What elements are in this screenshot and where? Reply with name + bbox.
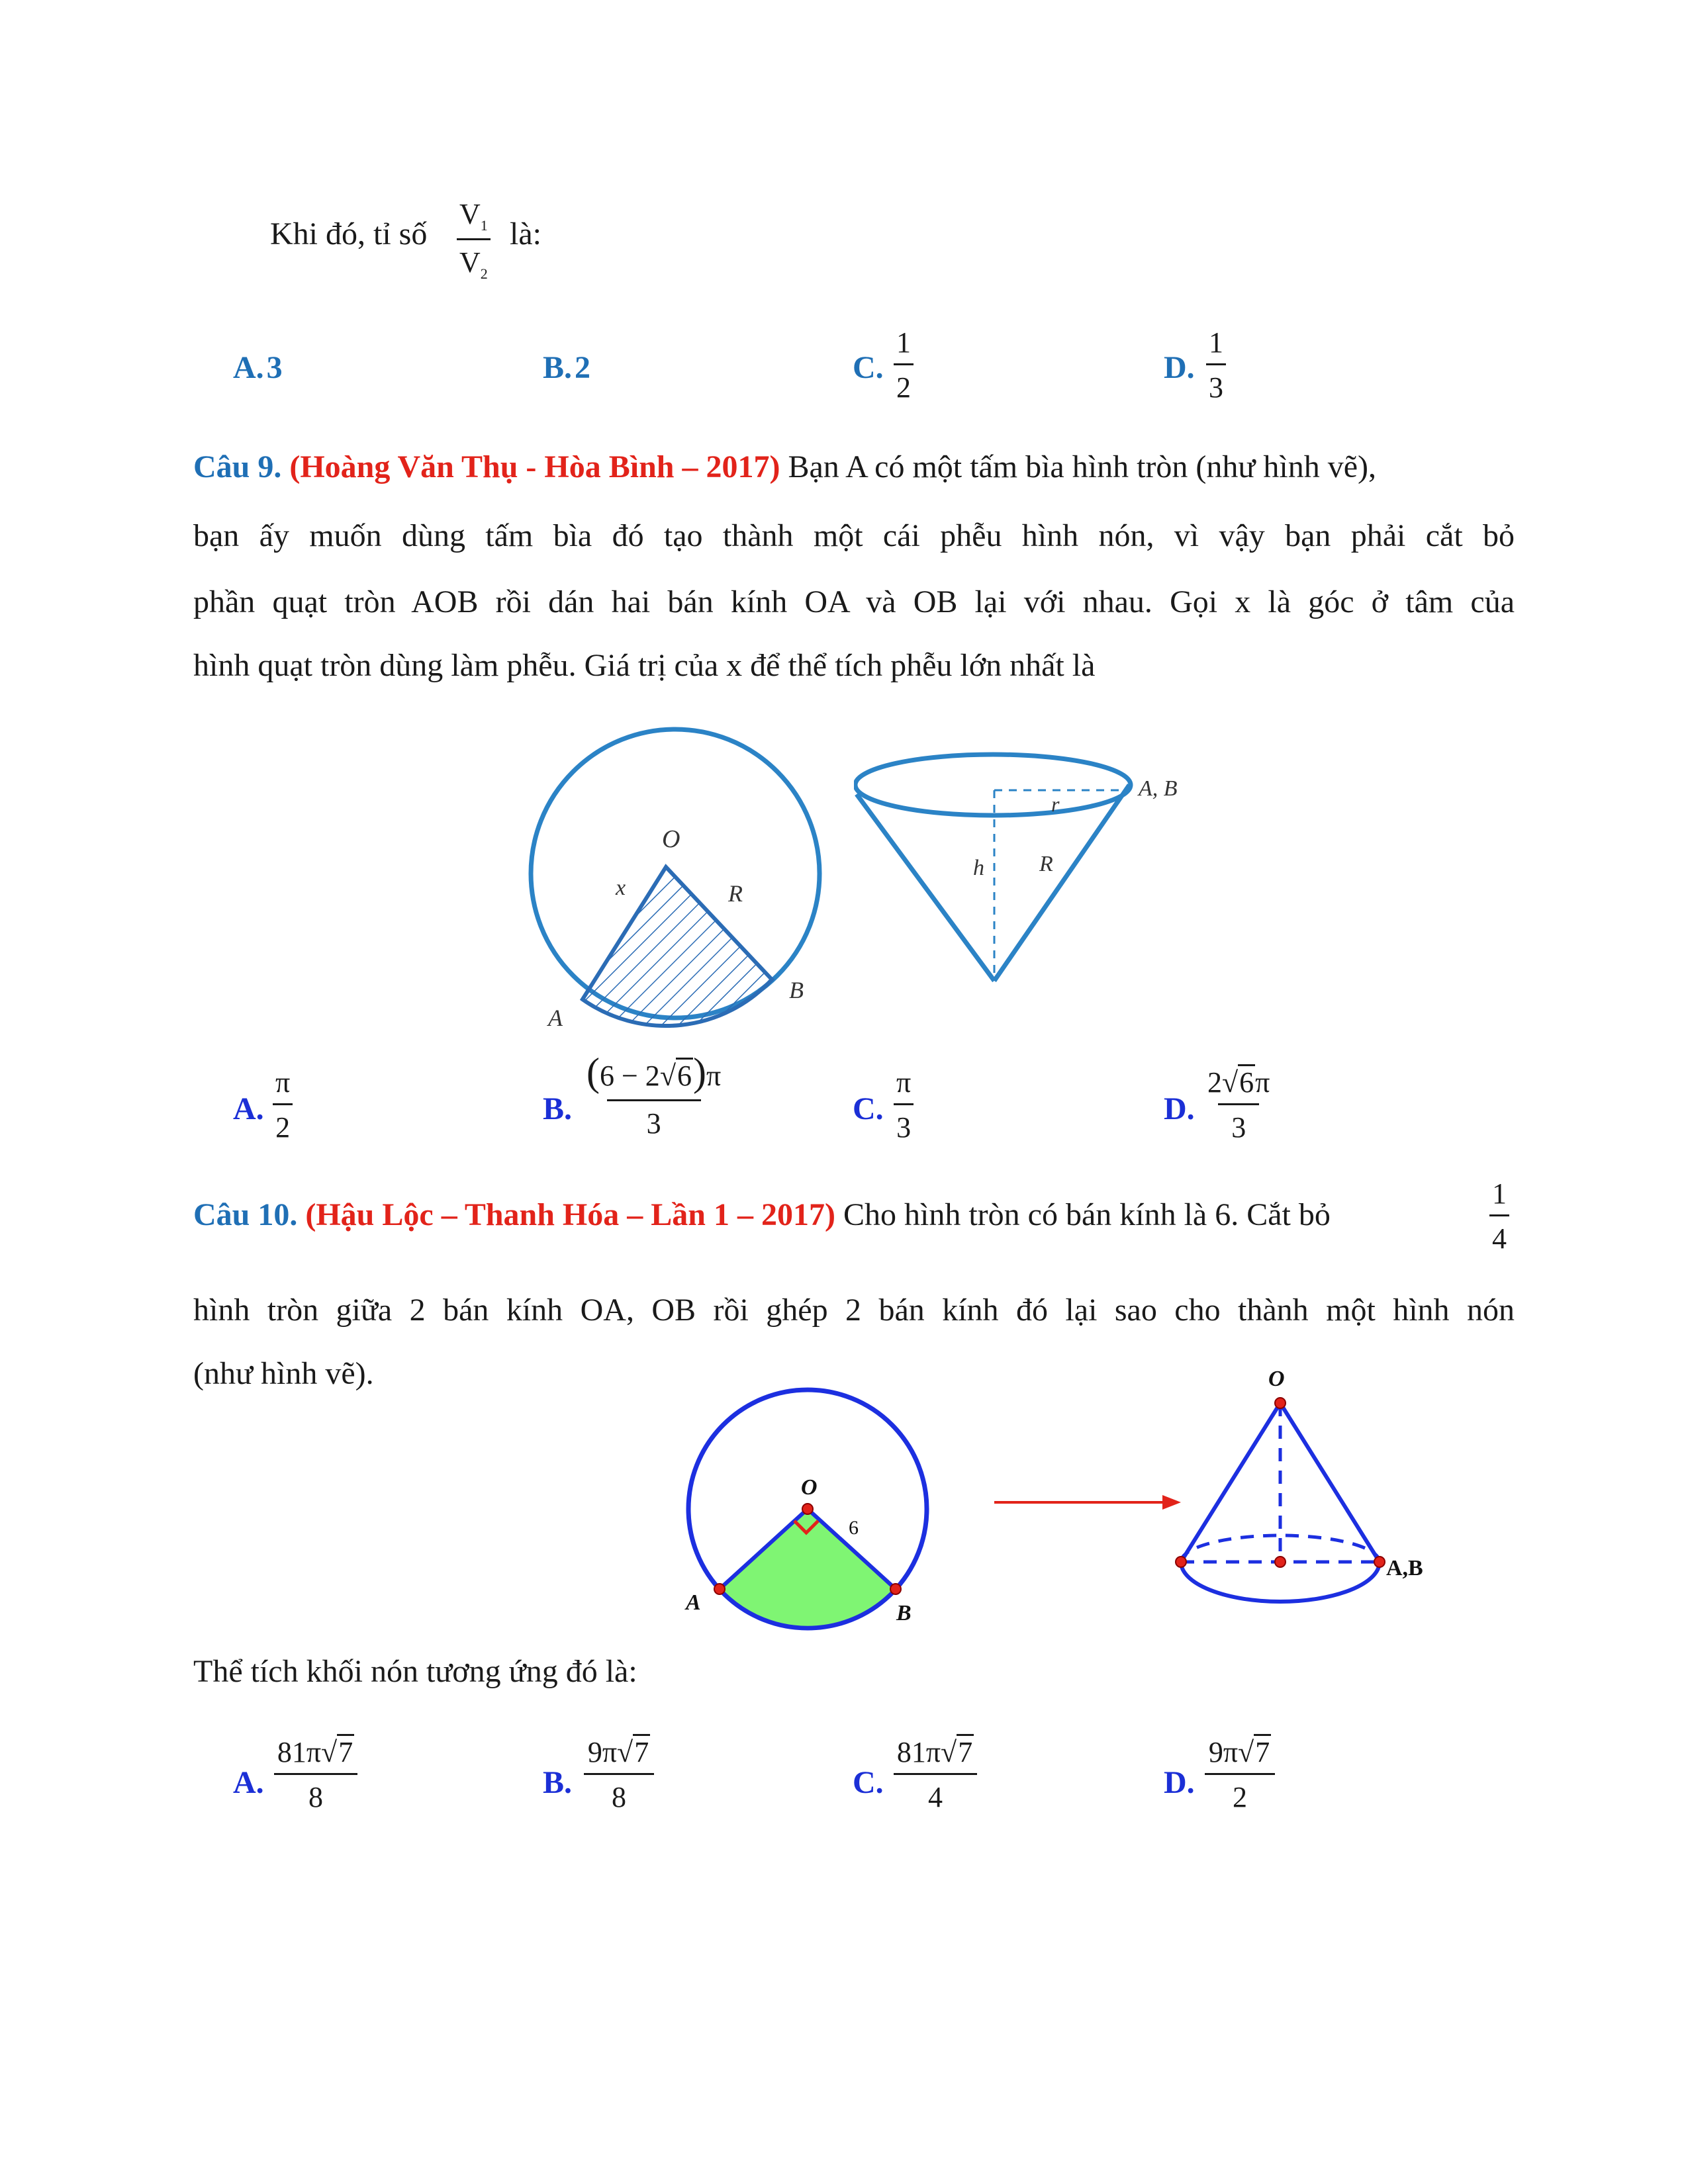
q10-option-a-value: $\frac{81\pi√7}{8}$ — [274, 1735, 357, 1814]
q9-cone-rim — [855, 754, 1131, 815]
q9-option-c[interactable]: C. — [853, 1091, 884, 1126]
q10-option-b-value: $\frac{9\pi√7}{8}$ — [584, 1735, 654, 1814]
q10-cone-right-point — [1374, 1557, 1385, 1567]
q9-option-c-value: $\frac{\pi}{3}$ — [894, 1066, 914, 1144]
q10-point-o — [802, 1504, 813, 1514]
q9-label-r: R — [728, 880, 743, 907]
q10-cone-center — [1275, 1557, 1286, 1567]
q9-cone-label-ab: A, B — [1139, 776, 1178, 801]
q9-cone-figure — [854, 741, 1225, 1006]
q10-cone-apex — [1275, 1398, 1286, 1408]
q10-option-c[interactable]: C. — [853, 1765, 884, 1800]
q9-option-d-value: $\frac{2√6\pi}{3}$ — [1205, 1066, 1272, 1144]
q10-option-d[interactable]: D. — [1164, 1765, 1195, 1800]
q10-sector — [720, 1509, 896, 1628]
q9-option-a[interactable]: A. — [233, 1091, 264, 1126]
q9-option-a-value: $\frac{\pi}{2}$ — [273, 1066, 293, 1144]
q10-option-d-value: $\frac{9\pi√7}{2}$ — [1205, 1735, 1275, 1814]
q9-first-line — [193, 451, 1376, 483]
q10-point-a — [714, 1584, 725, 1594]
ratio-intro: Khi đó, tỉ số — [270, 216, 428, 251]
q9-text-4: hình quạt tròn dùng làm phễu. Giá trị của x để thể tích phễu lớn nhất là — [193, 648, 1096, 683]
q10-option-c-value: $\frac{81\pi√7}{4}$ — [894, 1735, 977, 1814]
q10-option-a[interactable]: A. — [233, 1765, 264, 1800]
prev-option-a[interactable]: A. 3 — [233, 350, 283, 385]
q9-label-o: O — [662, 825, 680, 853]
q9-label: Câu 9. — [193, 449, 282, 484]
q9-circle-figure — [516, 715, 834, 1032]
q10-label-o: O — [801, 1475, 818, 1500]
q10-text-3: (như hình vẽ). — [193, 1356, 374, 1391]
prev-option-d[interactable]: D. — [1164, 350, 1195, 385]
q10-label-a: A — [686, 1590, 701, 1615]
q10-prompt: Thể tích khối nón tương ứng đó là: — [193, 1654, 637, 1689]
q10-circle-figure — [675, 1383, 940, 1641]
q10-label-six: 6 — [849, 1517, 859, 1539]
q10-cone-label-o: O — [1268, 1367, 1285, 1391]
q9-option-d[interactable]: D. — [1164, 1091, 1195, 1126]
q10-cone-figure — [1158, 1363, 1470, 1608]
q10-option-b[interactable]: B. — [543, 1765, 573, 1800]
q10-cone-left-point — [1176, 1557, 1186, 1567]
q9-text-2: bạn ấy muốn dùng tấm bìa đó tạo thành một cái phễu hình nón, vì vậy bạn phải cắt bỏ — [193, 518, 1515, 553]
prev-option-d-value: $\frac{1}{3}$ — [1206, 326, 1226, 404]
q9-text-1: Bạn A có một tấm bìa hình tròn (như hình vẽ), — [788, 449, 1377, 484]
q9-cone-label-r-small: r — [1051, 792, 1060, 816]
ratio-tail: là: — [510, 216, 541, 251]
q9-text-3: phần quạt tròn AOB rồi dán hai bán kính OA và OB lại với nhau. Gọi x là góc ở tâm của — [193, 584, 1515, 619]
q9-cone-left-edge — [857, 794, 994, 981]
q9-cut-sector — [583, 867, 772, 1026]
q10-label-b: B — [896, 1601, 912, 1625]
q10-quarter-fraction: $\frac{1}{4}$ — [1489, 1177, 1509, 1255]
prev-option-b[interactable]: B. 2 — [543, 350, 591, 385]
q9-option-b-value: $\frac{(6 - 2√6)\pi}{3}$ — [586, 1050, 722, 1140]
q9-option-b[interactable]: B. — [543, 1091, 573, 1126]
q9-source: (Hoàng Văn Thụ - Hòa Bình – 2017) — [289, 449, 780, 484]
ratio-fraction: $\frac{V_1}{V_2}$ — [457, 197, 491, 283]
prev-option-c-value: $\frac{1}{2}$ — [894, 326, 914, 404]
q10-source: (Hậu Lộc – Thanh Hóa – Lần 1 – 2017) — [305, 1197, 835, 1232]
q10-text-1: Cho hình tròn có bán kính là 6. Cắt bỏ — [843, 1197, 1331, 1232]
q9-cone-label-r: R — [1039, 852, 1053, 876]
q9-label-a: A — [548, 1005, 563, 1031]
q10-first-line — [193, 1199, 1331, 1231]
q10-cone-label-ab: A,B — [1386, 1556, 1423, 1580]
q9-cone-label-h: h — [973, 856, 984, 880]
q10-point-b — [890, 1584, 901, 1594]
q10-cone-right-edge — [1280, 1403, 1380, 1562]
q10-text-2: hình tròn giữa 2 bán kính OA, OB rồi ghép 2 bán kính đó lại sao cho thành một hình nón — [193, 1293, 1515, 1328]
q10-arrow — [993, 1489, 1185, 1516]
q10-label: Câu 10. — [193, 1197, 298, 1232]
q9-label-b: B — [789, 977, 804, 1003]
q9-label-x: x — [616, 876, 626, 900]
prev-option-c[interactable]: C. — [853, 350, 884, 385]
